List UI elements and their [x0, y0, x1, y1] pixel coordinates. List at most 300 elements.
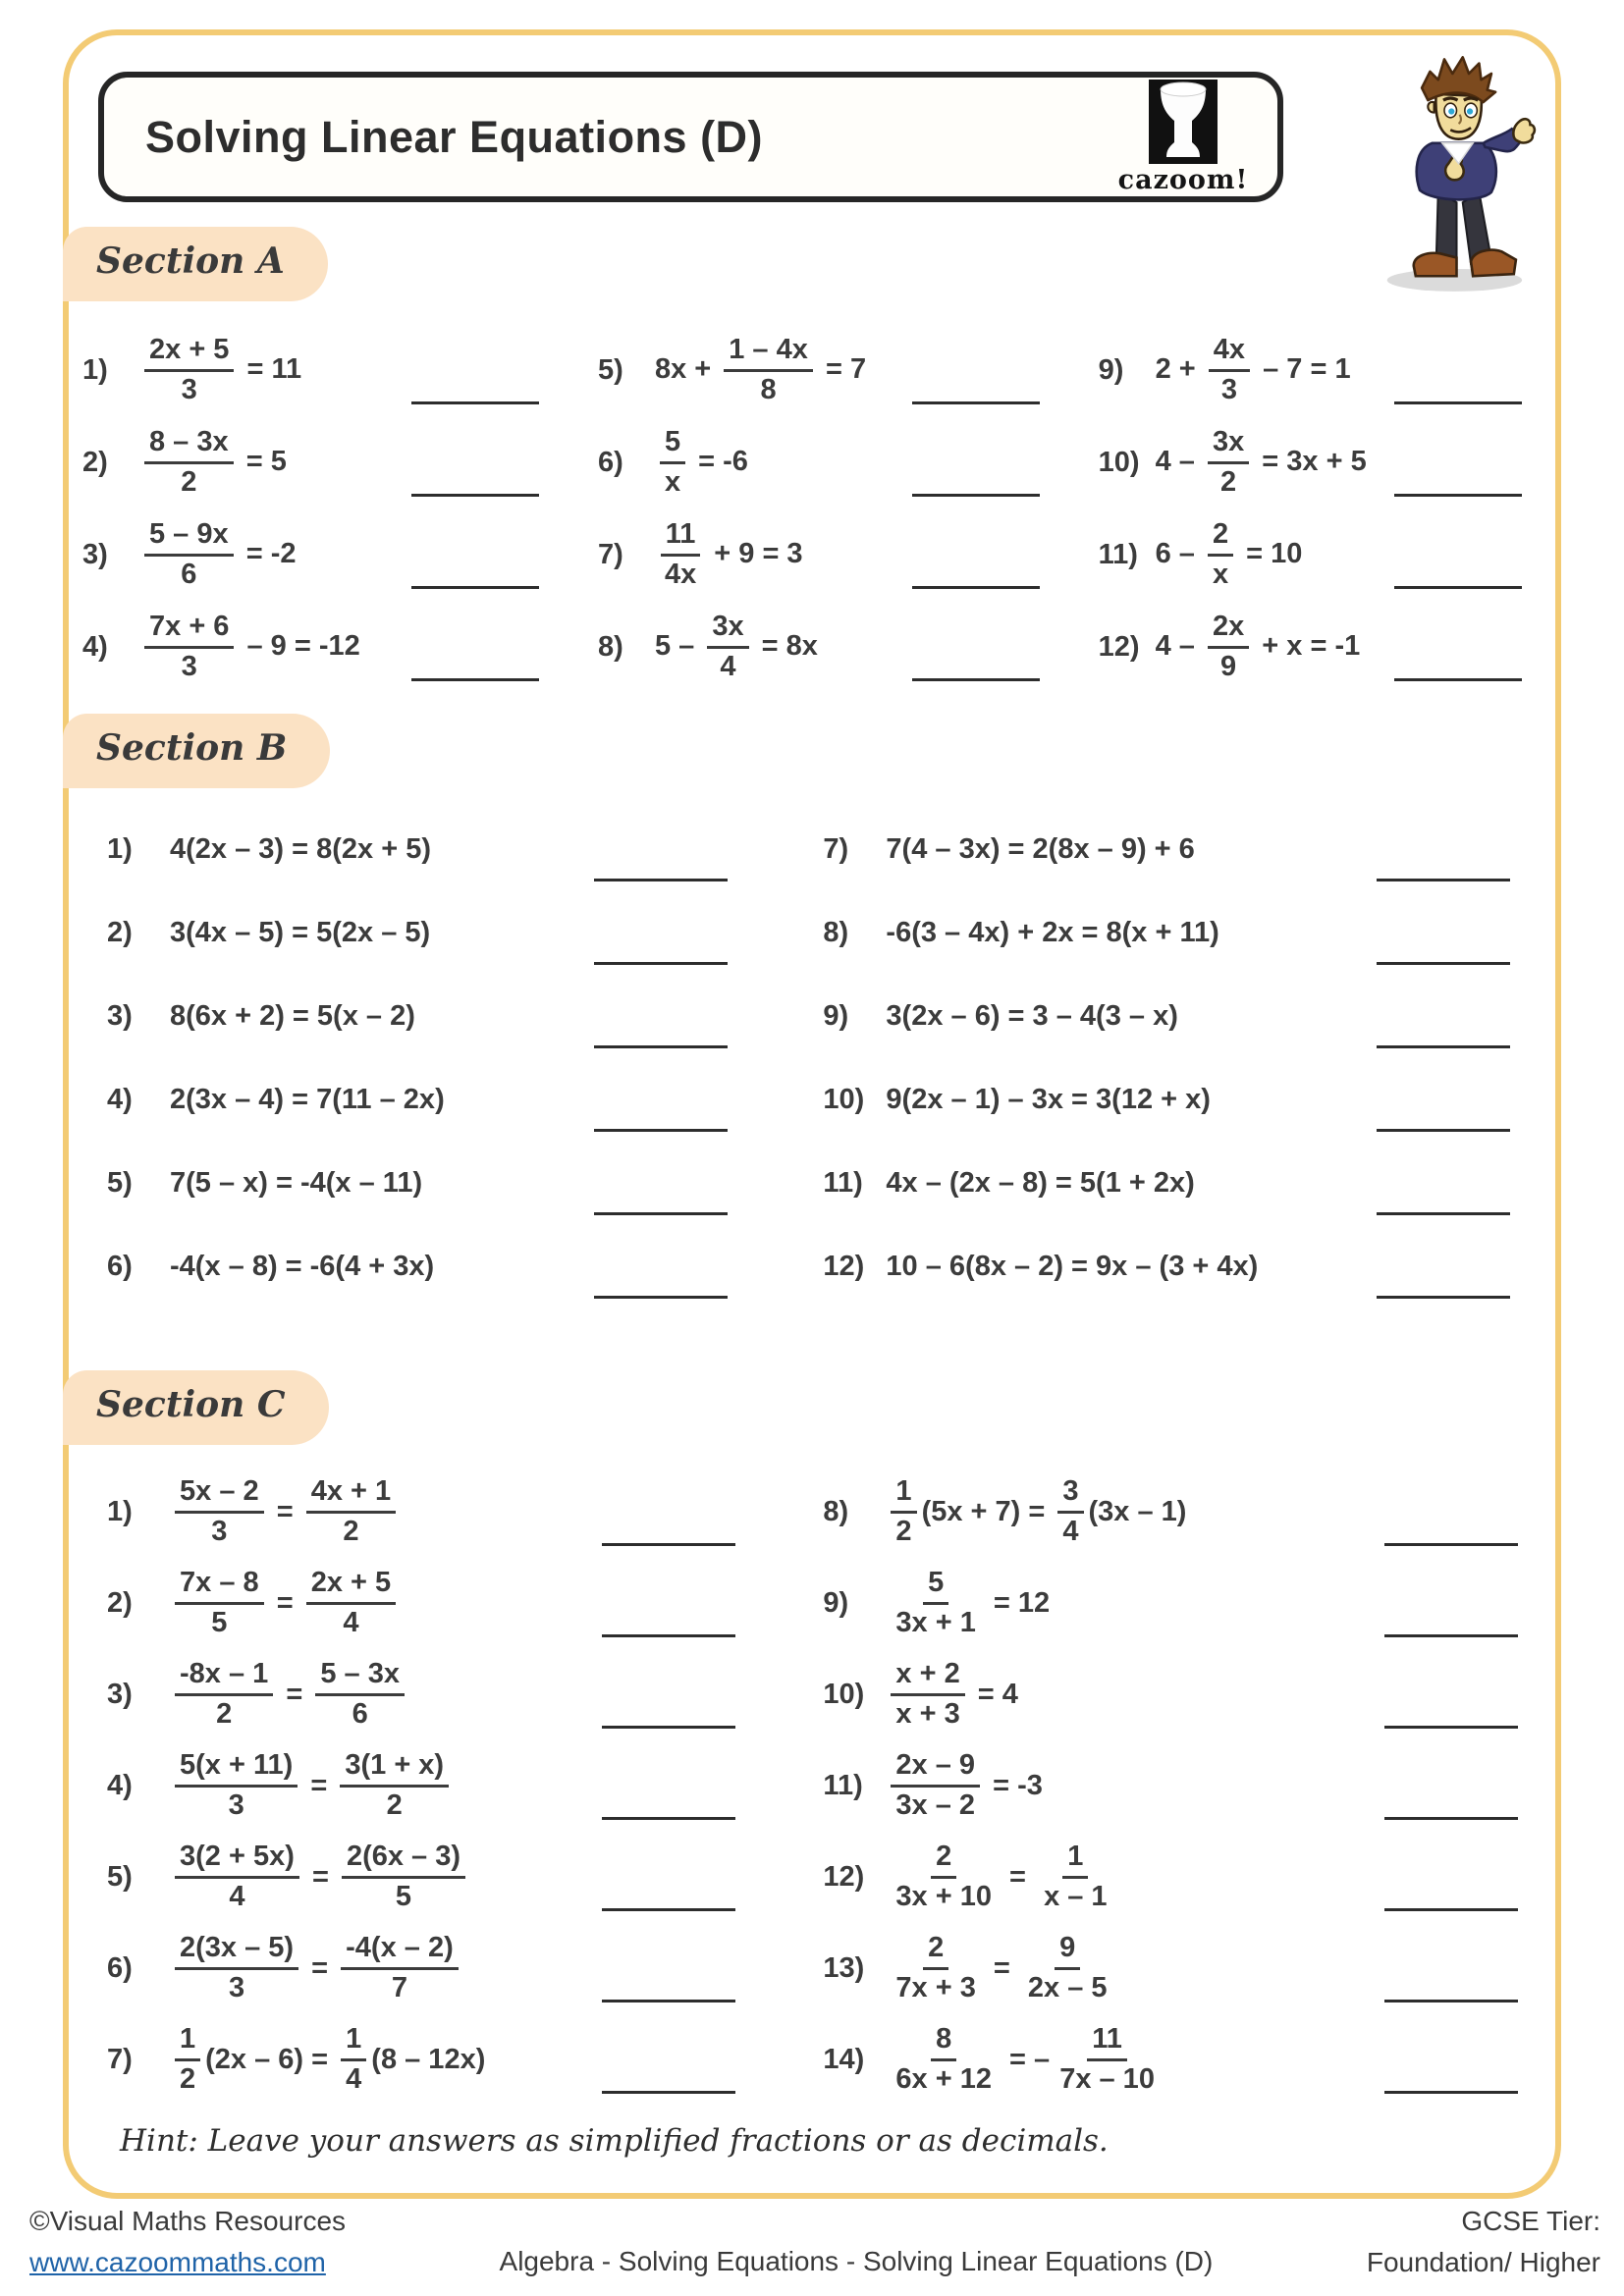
question-number: 6): [107, 1952, 133, 1984]
question-item: [1079, 508, 1561, 601]
fraction-denominator: x: [664, 465, 681, 498]
fraction-denominator: 2x – 5: [1027, 1972, 1108, 2003]
question-number: 11): [823, 1770, 863, 1801]
question-item: [63, 416, 578, 508]
equation-text: 8(6x + 2) = 5(x – 2): [170, 999, 415, 1032]
answer-line: [1384, 2000, 1518, 2002]
equation-text: = 7: [817, 353, 867, 386]
equation: [170, 1168, 422, 1200]
question-item: [63, 1225, 779, 1308]
question-number: 2): [107, 1587, 133, 1619]
fraction-denominator: 2: [1220, 465, 1237, 498]
fraction-denominator: 8: [760, 373, 777, 405]
question-number: 9): [1098, 353, 1124, 386]
question-number: 11): [823, 1167, 863, 1199]
tier-value: Foundation/ Higher: [1366, 2247, 1600, 2277]
fraction: [144, 519, 234, 591]
question-item: [63, 508, 578, 601]
cazoom-drum-icon: [1149, 80, 1218, 164]
fraction-numerator: 3: [1057, 1476, 1083, 1514]
hint-text: Hint: Leave your answers as simplified fractions or as decimals.: [120, 2123, 1109, 2159]
equation-text: 2 +: [1155, 353, 1204, 386]
question-number: 5): [597, 353, 623, 386]
equation-text: = -3: [985, 1769, 1043, 1801]
equation: [170, 1001, 415, 1033]
equation: [170, 1252, 434, 1283]
equation: [886, 1252, 1258, 1283]
fraction-denominator: 2: [181, 465, 197, 498]
equation: [170, 1659, 409, 1731]
equation-text: 3(2x – 6) = 3 – 4(3 – x): [886, 999, 1178, 1032]
equation-text: =: [1001, 1860, 1035, 1893]
equation: [655, 519, 803, 591]
fraction-numerator: 1: [175, 2024, 200, 2061]
answer-line: [411, 678, 539, 681]
fraction-denominator: 4: [720, 650, 736, 682]
fraction-denominator: x + 3: [895, 1698, 960, 1730]
tier-label: GCSE Tier:: [1461, 2206, 1600, 2236]
fraction-numerator: 7x + 6: [144, 612, 234, 649]
question-item: [779, 808, 1561, 891]
fraction-denominator: x: [1212, 558, 1229, 590]
fraction-denominator: 4: [343, 1607, 359, 1638]
question-item: [578, 416, 1079, 508]
answer-line: [411, 494, 539, 497]
equation: [886, 1476, 1186, 1548]
question-item: [63, 1142, 779, 1225]
fraction-denominator: 7: [391, 1972, 408, 2003]
fraction-numerator: 4x: [1209, 335, 1250, 372]
equation-text: – 9 = -12: [239, 630, 360, 663]
equation: [1156, 612, 1361, 683]
fraction-numerator: -4(x – 2): [341, 1933, 459, 1970]
answer-line: [594, 879, 728, 881]
footer-left: [29, 2206, 346, 2278]
fraction: [341, 1933, 459, 2004]
answer-line: [594, 1212, 728, 1215]
question-number: 14): [823, 2044, 865, 2075]
fraction: [1057, 1476, 1083, 1548]
equation: [170, 918, 430, 949]
equation: [170, 1568, 401, 1639]
equation: [886, 1001, 1177, 1033]
fraction-numerator: 2x: [1208, 612, 1249, 649]
equation: [170, 2024, 485, 2096]
question-item: [779, 2014, 1561, 2106]
equation: [1156, 427, 1367, 499]
cazoom-logo-text: cazoom!: [1117, 164, 1249, 195]
fraction-numerator: 9: [1055, 1933, 1080, 1970]
answer-line: [1394, 494, 1522, 497]
fraction: [306, 1476, 396, 1548]
question-item: [578, 601, 1079, 693]
fraction-numerator: 3x: [707, 612, 748, 649]
question-item: [1079, 416, 1561, 508]
fraction-numerator: 5(x + 11): [175, 1750, 298, 1788]
equation: [170, 1750, 454, 1822]
copyright-text: ©Visual Maths Resources: [29, 2206, 347, 2236]
answer-line: [602, 1634, 735, 1637]
fraction: [891, 1476, 916, 1548]
question-item: [63, 324, 578, 416]
answer-line: [1377, 962, 1510, 965]
equation-text: (2x – 6) =: [205, 2043, 337, 2075]
fraction: [175, 1659, 273, 1731]
question-number: 3): [107, 1679, 133, 1710]
footer-center-text: Algebra - Solving Equations - Solving Linear Equations (D): [499, 2246, 1214, 2276]
question-number: 2): [82, 446, 108, 478]
equation-text: = 5: [238, 446, 287, 478]
section-b-header: Section B: [63, 714, 330, 788]
fraction-denominator: 3x + 10: [895, 1881, 992, 1912]
fraction: [175, 1750, 298, 1822]
cazoom-logo: [1118, 80, 1248, 195]
equation: [886, 1659, 1018, 1731]
fraction-denominator: 4: [346, 2063, 362, 2095]
fraction-numerator: 1: [1062, 1842, 1088, 1879]
fraction: [144, 335, 234, 406]
equation-text: = 10: [1238, 538, 1303, 570]
equation: [886, 1750, 1042, 1822]
question-number: 7): [597, 538, 623, 570]
fraction-denominator: 9: [1220, 650, 1237, 682]
fraction: [1208, 427, 1249, 499]
equation-text: 2(3x – 4) = 7(11 – 2x): [170, 1083, 445, 1115]
answer-line: [912, 494, 1040, 497]
question-item: [779, 1058, 1561, 1142]
equation: [139, 612, 360, 683]
fraction-denominator: 4: [229, 1881, 245, 1912]
question-number: 9): [823, 1000, 849, 1032]
fraction-denominator: 2: [386, 1789, 403, 1821]
fraction: [891, 1933, 980, 2004]
equation: [886, 918, 1218, 949]
answer-line: [1384, 1543, 1518, 1546]
fraction-denominator: 7x + 3: [895, 1972, 976, 2003]
answer-line: [594, 1296, 728, 1299]
fraction-denominator: 2: [343, 1516, 359, 1547]
fraction: [1055, 2024, 1160, 2096]
fraction-numerator: 11: [661, 519, 701, 557]
equation-text: 6 –: [1155, 538, 1203, 570]
equation-text: -6(3 – 4x) + 2x = 8(x + 11): [886, 916, 1219, 948]
fraction-denominator: 2: [180, 2063, 196, 2095]
fraction: [891, 1659, 964, 1731]
fraction: [660, 519, 701, 591]
equation: [170, 1476, 401, 1548]
fraction: [891, 1842, 997, 1913]
question-number: 10): [823, 1084, 865, 1115]
footer: [29, 2206, 1600, 2278]
answer-line: [602, 1543, 735, 1546]
equation-text: = 4: [969, 1678, 1018, 1710]
fraction-denominator: 3: [1220, 373, 1237, 405]
fraction-denominator: 6: [352, 1698, 368, 1730]
fraction: [660, 427, 685, 499]
equation-text: 10 – 6(8x – 2) = 9x – (3 + 4x): [886, 1250, 1259, 1282]
fraction-denominator: 7x – 10: [1059, 2063, 1155, 2095]
answer-line: [912, 586, 1040, 589]
fraction-numerator: 5: [660, 427, 685, 464]
section-b-grid: [63, 808, 1561, 1308]
question-number: 3): [107, 1000, 133, 1032]
fraction-numerator: 2: [931, 1842, 956, 1879]
question-item: [63, 1558, 779, 1649]
question-item: [779, 1649, 1561, 1740]
equation-text: = -2: [238, 538, 297, 570]
fraction: [341, 2024, 366, 2096]
equation-text: = 12: [985, 1586, 1051, 1619]
equation: [139, 335, 301, 406]
equation-text: = 8x: [753, 630, 818, 663]
section-a-grid: [63, 324, 1561, 693]
equation-text: 5 –: [654, 630, 703, 663]
question-number: 10): [823, 1679, 865, 1710]
fraction-denominator: x – 1: [1044, 1881, 1108, 1912]
answer-line: [602, 1908, 735, 1911]
equation: [1156, 519, 1303, 591]
answer-line: [912, 401, 1040, 404]
question-item: [63, 1058, 779, 1142]
answer-line: [1377, 879, 1510, 881]
question-item: [779, 1558, 1561, 1649]
fraction: [315, 1659, 405, 1731]
question-number: 1): [107, 833, 133, 865]
answer-line: [602, 1726, 735, 1729]
fraction-numerator: 5: [923, 1568, 948, 1605]
question-number: 11): [1098, 538, 1138, 570]
equation-text: (3x – 1): [1088, 1495, 1187, 1527]
section-c-grid: [63, 1467, 1561, 2106]
equation-text: 8x +: [654, 353, 720, 386]
question-number: 8): [597, 630, 623, 663]
question-item: [63, 1832, 779, 1923]
equation: [139, 427, 287, 499]
fraction-numerator: 11: [1087, 2024, 1127, 2061]
equation-text: (8 – 12x): [371, 2043, 486, 2075]
equation: [170, 1085, 445, 1116]
fraction: [175, 1933, 298, 2004]
fraction-denominator: 5: [211, 1607, 228, 1638]
equation-text: =: [303, 1860, 337, 1893]
fraction-denominator: 3: [211, 1516, 228, 1547]
fraction-numerator: 4x + 1: [306, 1476, 396, 1514]
fraction-denominator: 5: [395, 1881, 412, 1912]
question-number: 10): [1098, 446, 1140, 478]
answer-line: [1377, 1129, 1510, 1132]
fraction: [891, 1750, 980, 1822]
fraction: [707, 612, 748, 683]
fraction-numerator: 2(6x – 3): [342, 1842, 465, 1879]
answer-line: [1384, 1726, 1518, 1729]
equation-text: =: [278, 1678, 311, 1710]
fraction-numerator: 8 – 3x: [144, 427, 234, 464]
question-number: 2): [107, 917, 133, 948]
fraction-numerator: 1: [891, 1476, 916, 1514]
equation: [886, 1568, 1050, 1639]
question-number: 1): [82, 353, 108, 386]
answer-line: [1384, 2091, 1518, 2094]
question-number: 4): [107, 1770, 133, 1801]
question-item: [1079, 601, 1561, 693]
equation-text: 4 –: [1155, 630, 1203, 663]
answer-line: [1384, 1817, 1518, 1820]
equation-text: = –: [1001, 2043, 1051, 2075]
equation: [886, 1168, 1194, 1200]
fraction-denominator: 2: [216, 1698, 233, 1730]
question-item: [779, 1225, 1561, 1308]
equation-text: 4 –: [1155, 446, 1203, 478]
equation-text: 3(4x – 5) = 5(2x – 5): [170, 916, 431, 948]
fraction: [1039, 1842, 1112, 1913]
question-number: 7): [107, 2044, 133, 2075]
equation-text: 9(2x – 1) – 3x = 3(12 + x): [886, 1083, 1211, 1115]
question-item: [578, 508, 1079, 601]
question-number: 8): [823, 1496, 849, 1527]
fraction-numerator: 3(1 + x): [340, 1750, 449, 1788]
answer-line: [1394, 401, 1522, 404]
equation-text: 7(4 – 3x) = 2(8x – 9) + 6: [886, 832, 1195, 865]
equation: [886, 1085, 1211, 1116]
question-item: [63, 1467, 779, 1558]
fraction-numerator: 3(2 + 5x): [175, 1842, 299, 1879]
section-a-header: Section A: [63, 227, 328, 301]
question-item: [63, 808, 779, 891]
fraction-numerator: 5x – 2: [175, 1476, 264, 1514]
fraction: [144, 427, 234, 499]
fraction: [1208, 612, 1249, 683]
answer-line: [602, 1817, 735, 1820]
question-item: [63, 975, 779, 1058]
answer-line: [411, 401, 539, 404]
mascot-illustration: [1371, 49, 1543, 294]
answer-line: [602, 2091, 735, 2094]
equation: [886, 2024, 1164, 2096]
fraction: [175, 1842, 299, 1913]
equation-text: 4x – (2x – 8) = 5(1 + 2x): [886, 1166, 1195, 1199]
fraction: [1209, 335, 1250, 406]
equation: [886, 1842, 1116, 1913]
equation-text: 4(2x – 3) = 8(2x + 5): [170, 832, 431, 865]
fraction-numerator: 1: [341, 2024, 366, 2061]
equation-text: = 11: [239, 353, 302, 386]
equation-text: (5x + 7) =: [921, 1495, 1054, 1527]
question-number: 7): [823, 833, 849, 865]
website-link[interactable]: www.cazoommaths.com: [29, 2247, 326, 2277]
fraction-denominator: 3: [228, 1789, 244, 1821]
page-title: Solving Linear Equations (D): [145, 111, 764, 162]
question-item: [578, 324, 1079, 416]
question-number: 5): [107, 1167, 133, 1199]
answer-line: [1377, 1045, 1510, 1048]
fraction: [306, 1568, 396, 1639]
equation: [170, 834, 431, 866]
question-number: 3): [82, 538, 108, 570]
answer-line: [594, 1045, 728, 1048]
fraction-denominator: 3x – 2: [895, 1789, 976, 1821]
equation-text: =: [268, 1586, 301, 1619]
equation: [170, 1842, 470, 1913]
fraction: [144, 612, 234, 683]
question-number: 1): [107, 1496, 133, 1527]
fraction-numerator: 2(3x – 5): [175, 1933, 298, 1970]
fraction-numerator: -8x – 1: [175, 1659, 273, 1696]
fraction-denominator: 3x + 1: [895, 1607, 976, 1638]
equation-text: =: [985, 1951, 1018, 1984]
fraction-numerator: 7x – 8: [175, 1568, 264, 1605]
question-number: 8): [823, 917, 849, 948]
equation: [886, 1933, 1116, 2004]
question-item: [1079, 324, 1561, 416]
question-item: [779, 1923, 1561, 2014]
equation-text: = -6: [690, 446, 748, 478]
fraction: [342, 1842, 465, 1913]
question-item: [779, 1142, 1561, 1225]
equation-text: =: [302, 1769, 336, 1801]
answer-line: [594, 962, 728, 965]
equation-text: =: [303, 1951, 337, 1984]
fraction-numerator: 2: [1208, 519, 1233, 557]
equation-text: 7(5 – x) = -4(x – 11): [170, 1166, 423, 1199]
equation: [139, 519, 296, 591]
fraction: [175, 1568, 264, 1639]
question-item: [779, 1740, 1561, 1832]
question-item: [779, 891, 1561, 975]
fraction: [340, 1750, 449, 1822]
footer-right: [1367, 2206, 1600, 2278]
question-item: [63, 1649, 779, 1740]
question-number: 9): [823, 1587, 849, 1619]
question-item: [63, 1740, 779, 1832]
fraction: [175, 1476, 264, 1548]
equation-text: -4(x – 8) = -6(4 + 3x): [170, 1250, 435, 1282]
fraction-denominator: 4x: [664, 558, 697, 590]
fraction: [175, 2024, 200, 2096]
fraction: [891, 2024, 997, 2096]
question-number: 12): [1098, 630, 1140, 663]
equation: [170, 1933, 463, 2004]
answer-line: [1394, 678, 1522, 681]
question-number: 12): [823, 1251, 865, 1282]
answer-line: [602, 2000, 735, 2002]
question-item: [63, 891, 779, 975]
fraction: [724, 335, 813, 406]
equation-text: – 7 = 1: [1255, 353, 1351, 386]
fraction-numerator: 5 – 3x: [315, 1659, 405, 1696]
answer-line: [1377, 1212, 1510, 1215]
answer-line: [411, 586, 539, 589]
fraction-denominator: 4: [1062, 1516, 1079, 1547]
fraction: [1208, 519, 1233, 591]
question-item: [63, 1923, 779, 2014]
fraction-denominator: 6x + 12: [895, 2063, 992, 2095]
fraction-denominator: 6: [181, 558, 197, 590]
answer-line: [1394, 586, 1522, 589]
fraction-denominator: 3: [181, 650, 197, 682]
fraction-numerator: 2x + 5: [144, 335, 234, 372]
fraction-denominator: 3: [228, 1972, 245, 2003]
fraction-numerator: x + 2: [891, 1659, 964, 1696]
equation: [1156, 335, 1351, 406]
equation: [655, 335, 866, 406]
answer-line: [1384, 1908, 1518, 1911]
question-number: 12): [823, 1861, 865, 1893]
fraction-numerator: 2x – 9: [891, 1750, 980, 1788]
question-number: 4): [82, 630, 108, 663]
question-number: 5): [107, 1861, 133, 1893]
fraction-numerator: 3x: [1208, 427, 1249, 464]
answer-line: [912, 678, 1040, 681]
